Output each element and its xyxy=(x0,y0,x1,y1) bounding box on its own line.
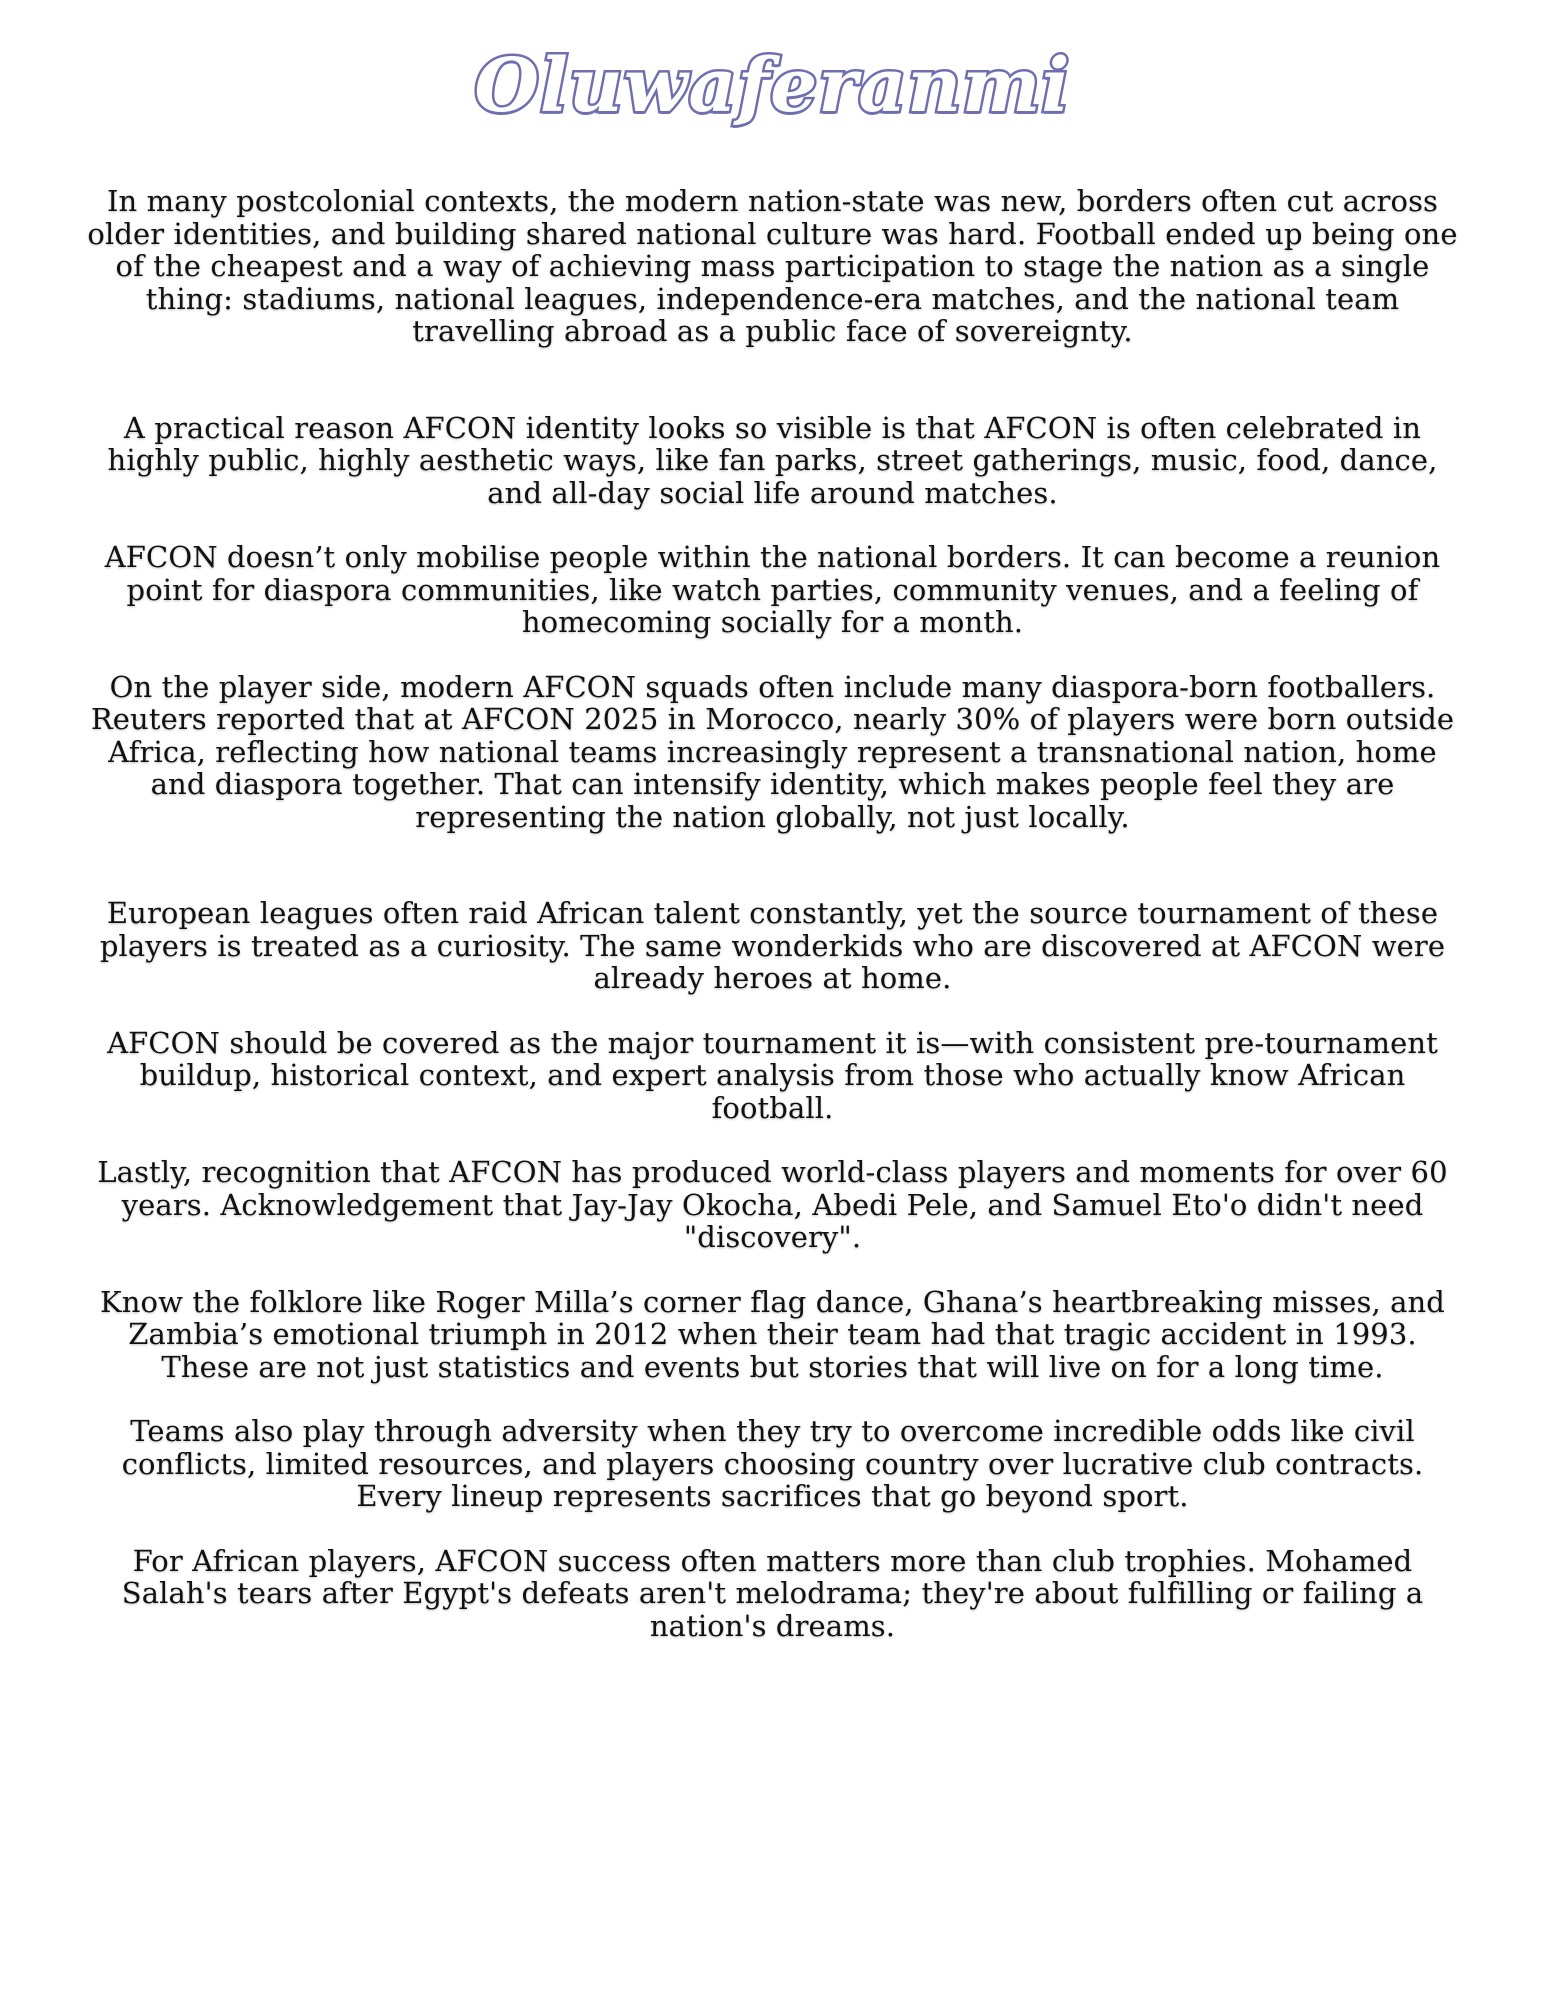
paragraph-spacer xyxy=(80,1383,1465,1415)
paragraph-spacer xyxy=(80,833,1465,897)
paragraph-spacer xyxy=(80,348,1465,412)
document-body xyxy=(80,185,1465,1642)
paragraph-spacer xyxy=(80,509,1465,541)
paragraph-spacer xyxy=(80,1254,1465,1286)
page-title: Oluwaferanmi xyxy=(474,43,1071,129)
paragraph-spacer xyxy=(80,995,1465,1027)
paragraph-recognition: Lastly, recognition that AFCON has produced world-class players and moments for over 60 years. Acknowledgement that Jay-Jay Okocha, Abedi Pele, and Samuel Eto'o didn't need "discovery". xyxy=(97,1155,1448,1254)
paragraph-african-players: For African players, AFCON success often matters more than club trophies. Mohamed Salah's tears after Egypt's defeats aren't melodrama; they're about fulfilling or failing a nation's dreams. xyxy=(121,1543,1424,1643)
paragraph-diaspora-players: On the player side, modern AFCON squads often include many diaspora-born footballers. Reuters reported that at AFCON 2025 in Morocco, nearly 30% of players were born outside Africa, reflecting how national teams increasingly represent a transnational nation, home and diaspora together. That can intensify identity, which makes people feel they are representing the nation globally, not just locally. xyxy=(90,669,1455,834)
paragraph-adversity: Teams also play through adversity when they try to overcome incredible odds like civil conflicts, limited resources, and players choosing country over lucrative club contracts. Every lineup represents sacrifices that go beyond sport. xyxy=(121,1414,1424,1513)
paragraph-spacer xyxy=(80,639,1465,671)
paragraph-spacer xyxy=(80,1124,1465,1156)
paragraph-public-celebration: A practical reason AFCON identity looks so visible is that AFCON is often celebrated in highly public, highly aesthetic ways, like fan parks, street gatherings, music, food, dance, and all-day social life around matches. xyxy=(107,410,1438,510)
paragraph-coverage: AFCON should be covered as the major tournament it is—with consistent pre-tournament buildup, historical context, and expert analysis from those who actually know African football. xyxy=(107,1025,1438,1125)
paragraph-european-leagues: European leagues often raid African talent constantly, yet the source tournament of these players is treated as a curiosity. The same wonderkids who are discovered at AFCON were already heroes at home. xyxy=(99,896,1446,995)
paragraph-diaspora-reunion: AFCON doesn’t only mobilise people within the national borders. It can become a reunion point for diaspora communities, like watch parties, community venues, and a feeling of homecoming socially for a month. xyxy=(104,540,1441,639)
paragraph-folklore: Know the folklore like Roger Milla’s corner flag dance, Ghana’s heartbreaking misses, and Zambia’s emotional triumph in 2012 when their team had that tragic accident in 1993. These are not just statistics and events but stories that will live on for a long time. xyxy=(100,1284,1445,1384)
paragraph-nation-state: In many postcolonial contexts, the modern nation-state was new, borders often cut across older identities, and building shared national culture was hard. Football ended up being one of the cheapest and a way of achieving mass participation to stage the nation as a single thing: stadiums, national leagues, independence-era matches, and the national team travelling abroad as a public face of sovereignty. xyxy=(87,184,1458,348)
paragraph-spacer xyxy=(80,1513,1465,1545)
